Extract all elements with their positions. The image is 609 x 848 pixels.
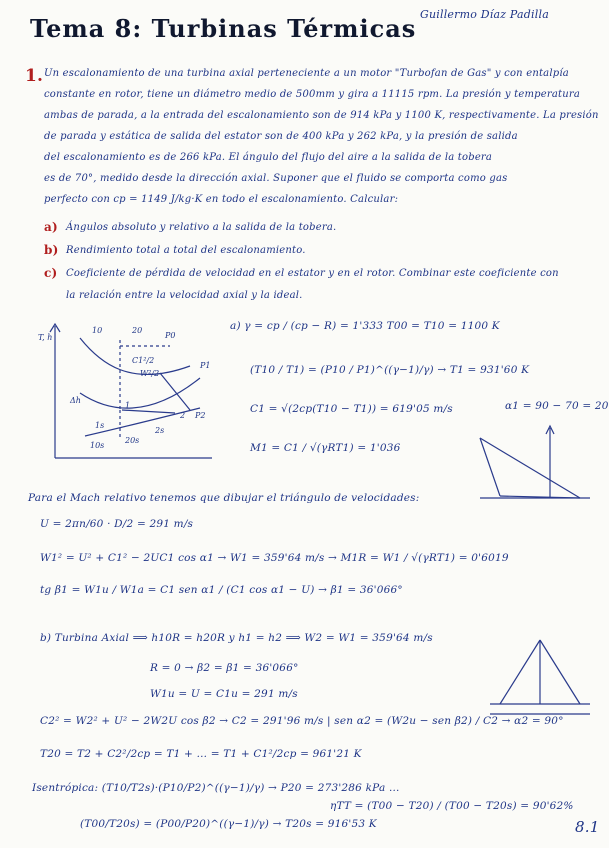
solution-a-line: a) γ = cp / (cp − R) = 1'333 T00 = T10 = 1100 K <box>230 320 500 332</box>
solution-a-line: M1 = C1 / √(γRT1) = 1'036 <box>250 442 401 454</box>
part-text-c-cont: la relación entre la velocidad axial y la ideal. <box>66 290 303 301</box>
statement-line: de parada y estática de salida del estator son de 400 kPa y 262 kPa, y la presión de salida <box>44 131 518 142</box>
problem-number: 1. <box>25 66 44 86</box>
relative-line: U = 2πn/60 · D/2 = 291 m/s <box>40 518 194 530</box>
relative-line: tg β1 = W1u / W1a = C1 sen α1 / (C1 cos α1 − U) → β1 = 36'066° <box>40 584 403 596</box>
solution-a-line: (T10 / T1) = (P10 / P1)^((γ−1)/γ) → T1 = 931'60 K <box>250 364 530 376</box>
diagram-label: 2 <box>180 411 186 420</box>
part-text-a: Ángulos absoluto y relativo a la salida de la tobera. <box>66 222 337 233</box>
statement-line: Un escalonamiento de una turbina axial perteneciente a un motor "Turbofan de Gas" y con entalpía <box>44 68 569 79</box>
solution-b-line: b) Turbina Axial ⟹ h10R = h20R y h1 = h2 ⟹ W2 = W1 = 359'64 m/s <box>40 632 433 644</box>
author-name: Guillermo Díaz Padilla <box>420 8 549 21</box>
solution-b-line: (T00/T20s) = (P00/P20)^((γ−1)/γ) → T20s = 916'53 K <box>80 818 377 830</box>
angle-note: α1 = 90 − 70 = 20 <box>505 400 609 412</box>
diagram-label: P2 <box>195 411 206 420</box>
relative-line: W1² = U² + C1² − 2UC1 cos α1 → W1 = 359'64 m/s → M1R = W1 / √(γRT1) = 0'6019 <box>40 552 509 564</box>
statement-line: perfecto con cp = 1149 J/kg·K en todo el escalonamiento. Calcular: <box>44 194 399 205</box>
solution-b-line: C2² = W2² + U² − 2W2U cos β2 → C2 = 291'96 m/s | sen α2 = (W2u − sen β2) / C2 → α2 = 90° <box>40 715 564 727</box>
solution-b-line: R = 0 → β2 = β1 = 36'066° <box>150 662 299 674</box>
solution-a-line: C1 = √(2cp(T10 − T1)) = 619'05 m/s <box>250 403 453 415</box>
th-diagram <box>40 318 220 468</box>
diagram-label: 10 <box>92 326 103 335</box>
statement-line: ambas de parada, a la entrada del escalonamiento son de 914 kPa y 1100 K, respectivamente. La presión <box>44 110 599 121</box>
diagram-label: 20s <box>125 436 140 445</box>
diagram-label: 1s <box>95 421 105 430</box>
part-letter-b: b) <box>44 243 59 257</box>
diagram-label: C1²/2 <box>132 356 155 365</box>
part-text-b: Rendimiento total a total del escalonamiento. <box>66 245 306 256</box>
diagram-label: P1 <box>200 361 211 370</box>
part-text-c: Coeficiente de pérdida de velocidad en el estator y en el rotor. Combinar este coeficiente con <box>66 268 559 279</box>
statement-line: constante en rotor, tiene un diámetro medio de 500mm y gira a 11115 rpm. La presión y temperatura <box>44 89 581 100</box>
diagram-label: 2s <box>155 426 165 435</box>
diagram-label: 20 <box>132 326 143 335</box>
diagram-label: 10s <box>90 441 105 450</box>
statement-line: es de 70°, medido desde la dirección axial. Suponer que el fluido se comporta como gas <box>44 173 508 184</box>
velocity-triangle-inlet <box>460 418 595 508</box>
diagram-label: Δh <box>70 396 81 405</box>
statement-line: del escalonamiento es de 266 kPa. El ángulo del flujo del aire a la salida de la tobera <box>44 152 493 163</box>
solution-b-line: Isentrópica: (T10/T2s)·(P10/P2)^((γ−1)/γ) → P20 = 273'286 kPa ... <box>32 782 400 794</box>
relative-intro: Para el Mach relativo tenemos que dibujar el triángulo de velocidades: <box>28 492 420 504</box>
part-letter-a: a) <box>44 220 58 234</box>
diagram-label: 1 <box>125 401 131 410</box>
diagram-label: P0 <box>165 331 176 340</box>
velocity-triangle-outlet <box>485 632 595 722</box>
solution-b-line: T20 = T2 + C2²/2cp = T1 + ... = T1 + C1²/2cp = 961'21 K <box>40 748 362 760</box>
page-title: Tema 8: Turbinas Térmicas <box>30 14 417 43</box>
efficiency-result: ηTT = (T00 − T20) / (T00 − T20s) = 90'62% <box>330 800 574 812</box>
part-letter-c: c) <box>44 266 58 280</box>
diagram-label: W²/2 <box>140 369 160 378</box>
solution-b-line: W1u = U = C1u = 291 m/s <box>150 688 298 700</box>
page-number: 8.1 <box>575 818 600 836</box>
axis-label: T, h <box>38 333 53 342</box>
